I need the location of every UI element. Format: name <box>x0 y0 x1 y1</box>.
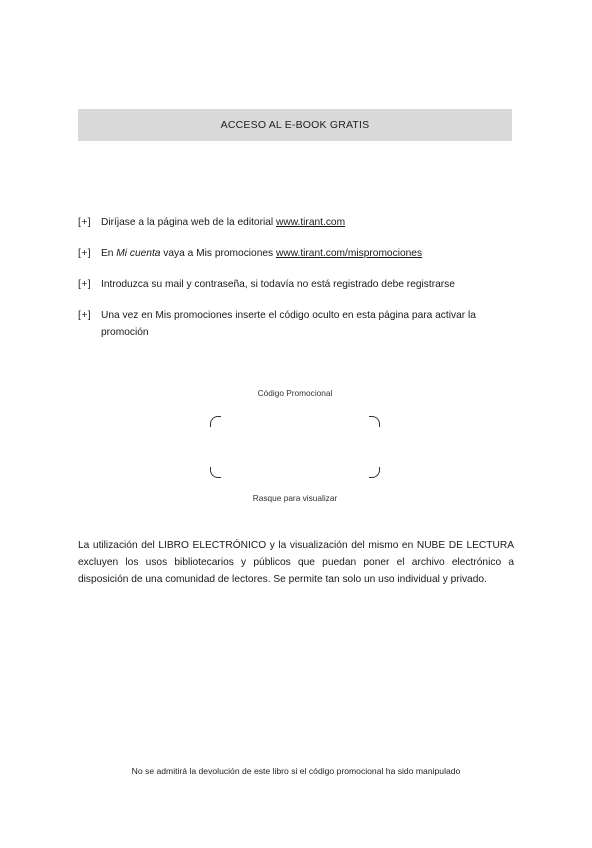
step-text-part: vaya a Mis promociones <box>160 248 276 259</box>
step-bullet: [+] <box>78 217 92 228</box>
editorial-website-link[interactable]: www.tirant.com <box>276 217 346 228</box>
instruction-step-4 <box>78 307 514 341</box>
step-bullet: [+] <box>78 279 92 290</box>
step-text <box>101 245 514 262</box>
step-bullet: [+] <box>78 248 92 259</box>
promotions-link[interactable]: www.tirant.com/mispromociones <box>275 248 423 259</box>
footer-note: No se admitirá la devolución de este libro si el código promocional ha sido manipulado <box>131 766 461 776</box>
step-text-part: Diríjase a la página web de la editorial <box>101 217 276 228</box>
my-account-text: Mi cuenta <box>116 248 161 259</box>
terms-paragraph: La utilización del LIBRO ELECTRÓNICO y la visualización del mismo en NUBE DE LECTURA excluyen los usos bibliotecarios y públicos que puedan poner el archivo electrónico a disposición de una comunidad de lectores. Se permite tan solo un uso individual y privado. <box>78 540 514 585</box>
instruction-step-1 <box>78 214 514 231</box>
frame-corner-icon <box>369 416 380 427</box>
page-title: ACCESO AL E-BOOK GRATIS <box>220 119 370 131</box>
step-text: Una vez en Mis promociones inserte el código oculto en esta página para activar la promoción <box>101 310 476 338</box>
step-text: Introduzca su mail y contraseña, si todavía no está registrado debe registrarse <box>101 279 455 290</box>
instruction-step-3 <box>78 276 514 293</box>
instructions-list <box>78 214 514 341</box>
instruction-step-2 <box>78 245 514 262</box>
step-text-part: En <box>101 248 117 259</box>
step-bullet: [+] <box>78 310 92 321</box>
page-title-bar <box>78 109 512 141</box>
promo-code-scratch-area[interactable] <box>210 416 380 478</box>
frame-corner-icon <box>369 467 380 478</box>
promo-code-label: Código Promocional <box>257 388 333 398</box>
frame-corner-icon <box>210 467 221 478</box>
scratch-instruction: Rasque para visualizar <box>252 493 338 503</box>
step-text <box>101 214 514 231</box>
frame-corner-icon <box>210 416 221 427</box>
